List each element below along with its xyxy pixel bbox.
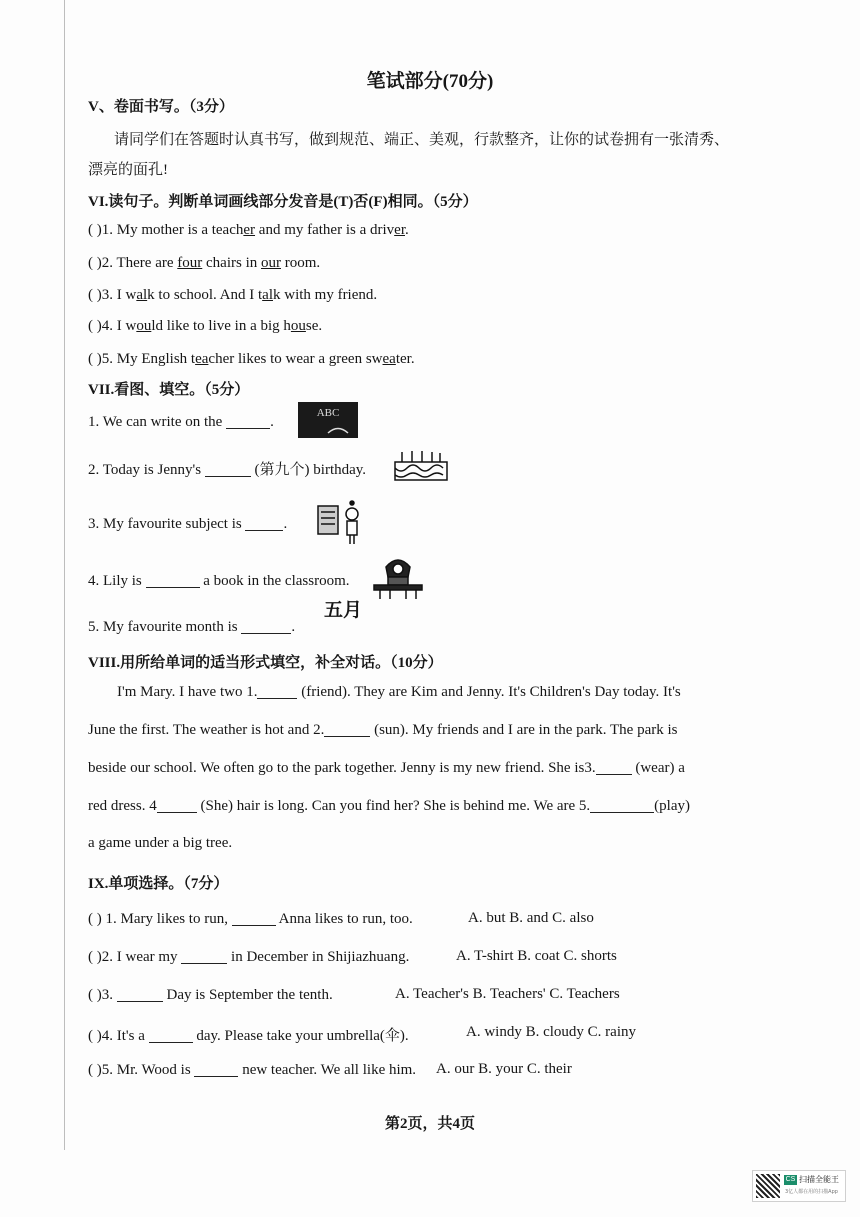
margin-rule — [64, 0, 65, 1150]
camscanner-logo-icon: CS — [785, 1176, 796, 1183]
dialogue-line-3: beside our school. We often go to the park together. Jenny is my new friend. She is3. (wear) a — [88, 760, 685, 776]
section-8-heading: VIII.用所给单词的适当形式填空，补全对话。（10分） — [88, 655, 443, 671]
pronunciation-item-3: ( )3. I walk to school. And I talk with my friend. — [88, 287, 378, 303]
pronunciation-item-5: ( )5. My English teacher likes to wear a green sweater. — [88, 351, 415, 367]
pronunciation-item-4: ( )4. I would like to live in a big house. — [88, 318, 323, 334]
scanner-label: 扫描全能王 — [799, 1175, 839, 1184]
scanner-subtext: 3亿人都在用的扫描App — [785, 1189, 838, 1195]
pronunciation-item-1: ( )1. My mother is a teacher and my father is a driver. — [88, 222, 409, 238]
choice-item-1: ( ) 1. Mary likes to run, Anna likes to run, too. A. but B. and C. also — [88, 910, 594, 927]
page-footer: 第2页，共4页 — [384, 1116, 475, 1132]
scanner-watermark — [752, 1170, 846, 1202]
picture-fill-item-4: 4. Lily is a book in the classroom. — [88, 573, 350, 589]
dialogue-line-4: red dress. 4 (She) hair is long. Can you find her? She is behind me. We are 5. (play) — [88, 798, 690, 814]
section-7-heading: VII.看图、填空。（5分） — [88, 382, 250, 398]
may-month-picture: 五月 — [324, 599, 363, 621]
section-5-heading: V、卷面书写。（3分） — [88, 99, 234, 115]
blackboard-text: ABC — [316, 407, 340, 419]
picture-fill-item-2: 2. Today is Jenny's (第九个) birthday. — [88, 462, 367, 478]
choice-item-3: ( )3. Day is September the tenth. A. Teacher's B. Teachers' C. Teachers — [88, 986, 620, 1003]
section-5-text-2: 漂亮的面孔! — [88, 162, 168, 178]
pronunciation-item-2: ( )2. There are four chairs in our room. — [88, 255, 321, 271]
dialogue-line-2: June the first. The weather is hot and 2. (sun). My friends and I are in the park. The park is — [88, 722, 678, 738]
section-9-heading: IX.单项选择。（7分） — [88, 876, 229, 892]
blackboard-picture — [298, 402, 358, 438]
section-5-text-1: 请同学们在答题时认真书写，做到规范、端正、美观，行款整齐，让你的试卷拥有一张清秀、 — [114, 132, 730, 148]
dialogue-line-1: I'm Mary. I have two 1. (friend). They are Kim and Jenny. It's Children's Day today. It's — [117, 684, 681, 700]
book-and-person-picture — [315, 500, 365, 548]
qr-code-icon — [756, 1174, 780, 1198]
section-6-heading: VI.读句子。判断单词画线部分发音是(T)否(F)相同。（5分） — [88, 194, 478, 210]
picture-fill-item-3: 3. My favourite subject is . — [88, 516, 288, 532]
birthday-cake-picture — [392, 448, 450, 484]
girl-reading-picture — [372, 553, 424, 601]
choice-item-5: ( )5. Mr. Wood is new teacher. We all like him. A. our B. your C. their — [88, 1061, 572, 1078]
picture-fill-item-1: 1. We can write on the . — [88, 414, 274, 430]
choice-item-4: ( )4. It's a day. Please take your umbrella(伞). A. windy B. cloudy C. rainy — [88, 1024, 636, 1044]
page-title: 笔试部分(70分) — [366, 71, 494, 92]
picture-fill-item-5: 5. My favourite month is . — [88, 619, 296, 635]
dialogue-line-5: a game under a big tree. — [88, 835, 233, 851]
choice-item-2: ( )2. I wear my in December in Shijiazhuang. A. T-shirt B. coat C. shorts — [88, 948, 617, 965]
